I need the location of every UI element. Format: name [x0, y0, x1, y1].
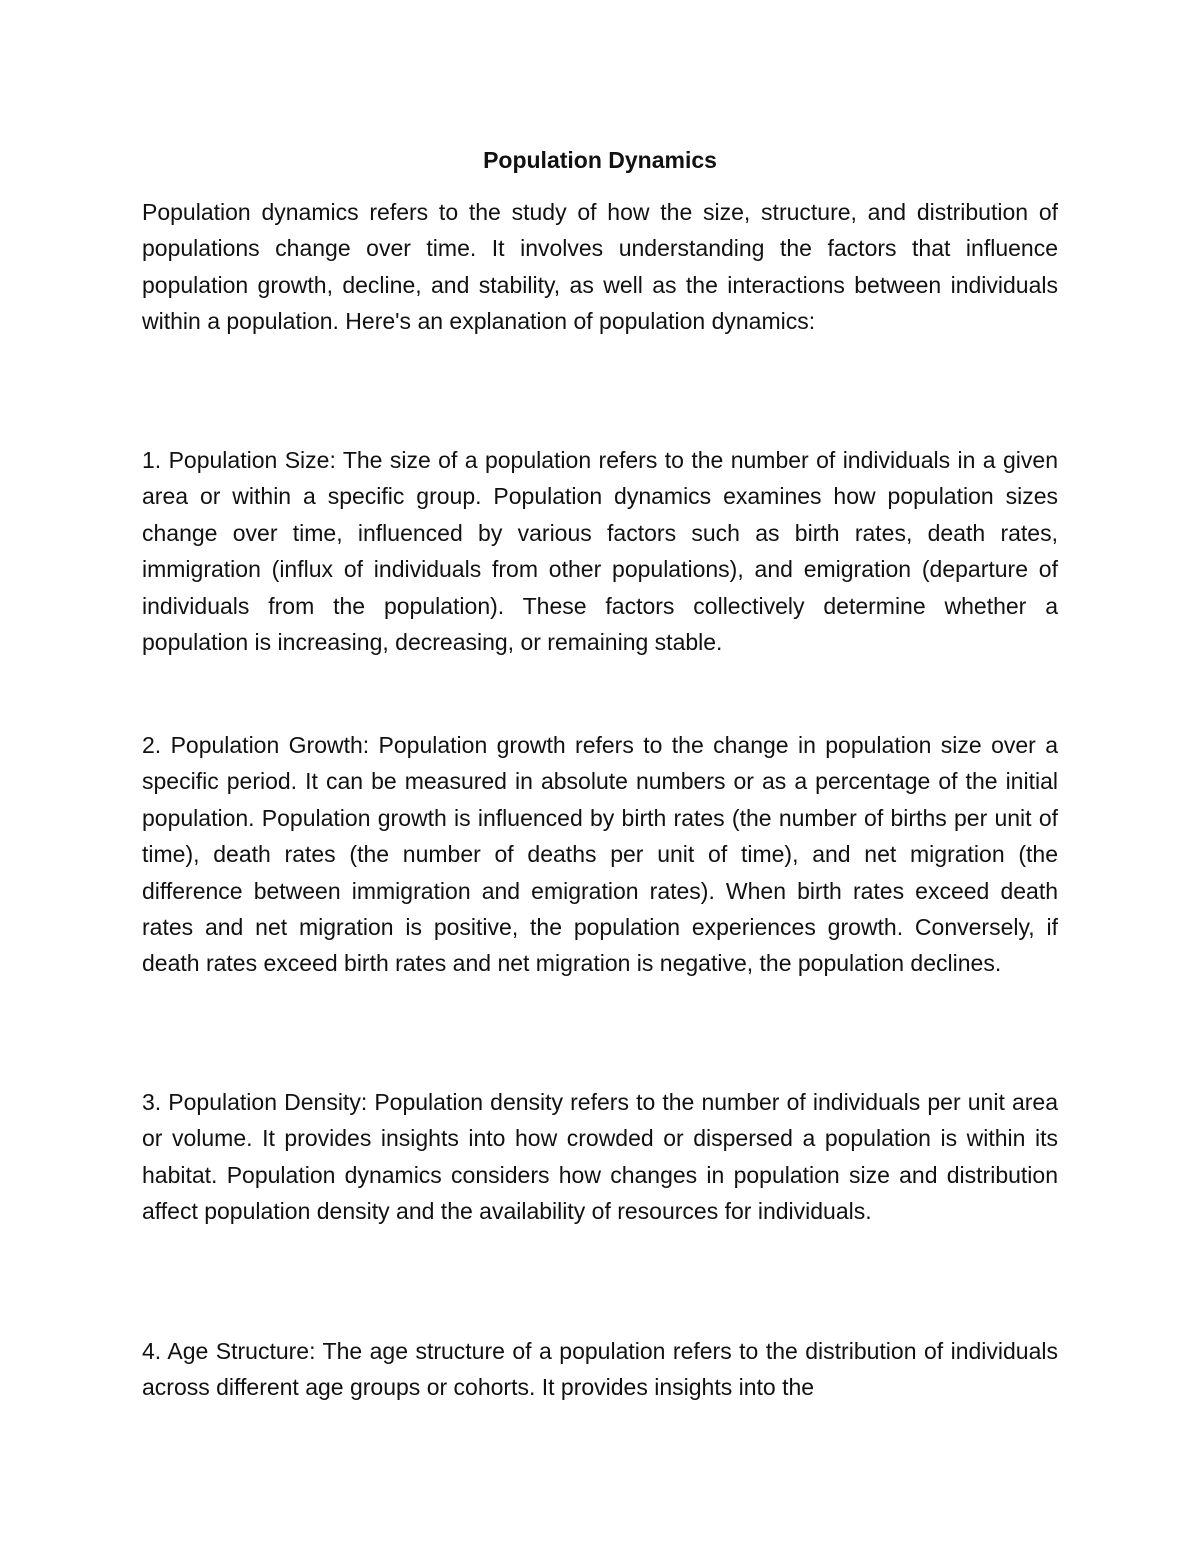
population-growth-paragraph: 2. Population Growth: Population growth refers to the change in population size over a specific period. It can be measured in absolute numbers or as a percentage of the initial population. Population growth is influenced by birth rates (the number of births per unit of time), death rates (the number of deaths per unit of time), and net migration (the difference between immigration and emigration rates). When birth rates exceed death rates and net migration is positive, the population experiences growth. Conversely, if death rates exceed birth rates and net migration is negative, the population declines.: [142, 732, 1058, 977]
age-structure-paragraph: 4. Age Structure: The age structure of a population refers to the distribution of individuals across different age groups or cohorts. It provides insights into the: [142, 1338, 1058, 1401]
page-title: Population Dynamics: [483, 147, 717, 173]
population-density-paragraph: 3. Population Density: Population density refers to the number of individuals per unit area or volume. It provides insights into how crowded or dispersed a population is within its habitat. Population dynamics considers how changes in population size and distribution affect population density and the availability of resources for individuals.: [142, 1089, 1058, 1225]
intro-paragraph: Population dynamics refers to the study of how the size, structure, and distribution of populations change over time. It involves understanding the factors that influence population growth, decline, and stability, as well as the interactions between individuals within a population. Here's an explanation of population dynamics:: [142, 199, 1058, 335]
population-size-paragraph: 1. Population Size: The size of a population refers to the number of individuals in a given area or within a specific group. Population dynamics examines how population sizes change over time, influenced by various factors such as birth rates, death rates, immigration (influx of individuals from other populations), and emigration (departure of individuals from the population). These factors collectively determine whether a population is increasing, decreasing, or remaining stable.: [142, 447, 1058, 656]
